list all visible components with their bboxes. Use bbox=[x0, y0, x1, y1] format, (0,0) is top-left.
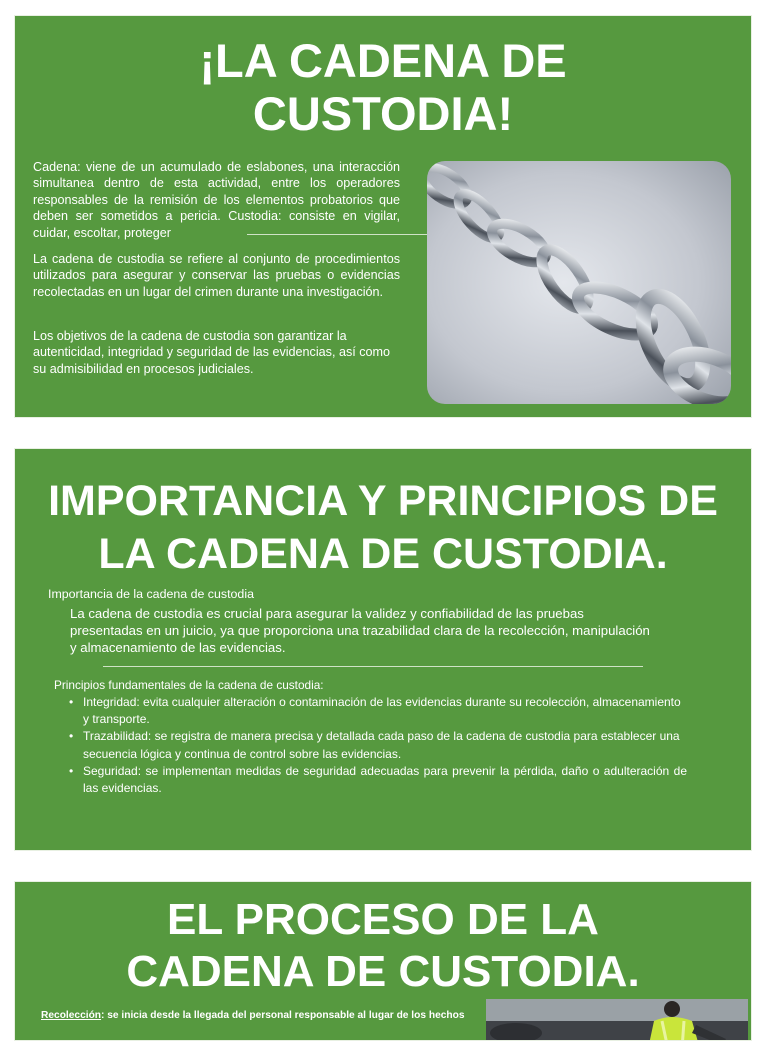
title-line-2: CADENA DE CUSTODIA. bbox=[126, 946, 640, 996]
title-line-1: ¡LA CADENA DE bbox=[199, 34, 567, 87]
chain-links-photo bbox=[427, 161, 731, 404]
concept-paragraph: La cadena de custodia se refiere al conjunto de procedimientos utilizados para asegurar y conservar las pruebas o evidencias recolectadas en un lugar del crimen durante una investigación. bbox=[33, 252, 400, 299]
objectives-paragraph: Los objetivos de la cadena de custodia son garantizar la autenticidad, integridad y seguridad de las evidencias, así como su admisibilidad en procesos judiciales. bbox=[33, 329, 391, 376]
principle-text: Seguridad: se implementan medidas de seguridad adecuadas para prevenir la pérdida, daño o adulteración de las evidencias. bbox=[83, 763, 687, 796]
title-line-2: LA CADENA DE CUSTODIA. bbox=[98, 529, 668, 578]
forensic-worker-photo bbox=[486, 999, 748, 1041]
slide-title bbox=[15, 894, 751, 998]
bullet-icon: • bbox=[69, 729, 74, 744]
slide-importancia-y-principios bbox=[14, 448, 752, 851]
slide-el-proceso bbox=[14, 881, 752, 1041]
principles-heading: Principios fundamentales de la cadena de custodia: bbox=[54, 678, 324, 692]
divider-line bbox=[103, 666, 643, 667]
definition-paragraph: Cadena: viene de un acumulado de eslabones, una interacción simultanea dentro de esta actividad, entre los operadores responsables de la remisión de los elementos probatorios que deben ser sometidos a pericia. Custodia: consiste en vigilar, cuidar, escoltar, proteger bbox=[33, 160, 400, 240]
bullet-icon: • bbox=[69, 695, 74, 709]
principle-text: Integridad: evita cualquier alteración o contaminación de las evidencias durante su recolección, almacenamiento y transporte. bbox=[83, 695, 681, 727]
bullet-icon: • bbox=[69, 763, 74, 778]
chain-image bbox=[427, 161, 731, 404]
divider-line bbox=[247, 234, 427, 235]
principle-integridad bbox=[67, 694, 687, 728]
slide-title bbox=[15, 34, 751, 140]
recoleccion-label: Recolección bbox=[41, 1010, 102, 1021]
worker-image bbox=[486, 999, 748, 1041]
title-line-1: IMPORTANCIA Y PRINCIPIOS DE bbox=[48, 477, 718, 525]
recoleccion-paragraph bbox=[41, 1008, 481, 1024]
title-line-2: CUSTODIA! bbox=[252, 87, 514, 141]
title-line-1: EL PROCESO DE LA bbox=[167, 895, 599, 944]
principle-seguridad bbox=[67, 763, 687, 797]
principles-list bbox=[67, 694, 687, 797]
recoleccion-text: : se inicia desde la llegada del personal responsable al lugar de los hechos bbox=[101, 1010, 465, 1021]
principle-trazabilidad bbox=[67, 728, 687, 762]
slide-title bbox=[15, 475, 751, 581]
principle-text: Trazabilidad: se registra de manera precisa y detallada cada paso de la cadena de custodia para establecer una secuencia lógica y continua de control sobre las evidencias. bbox=[83, 729, 680, 761]
slide-cadena-de-custodia bbox=[14, 15, 752, 418]
importance-paragraph: La cadena de custodia es crucial para asegurar la validez y confiabilidad de las pruebas presentadas en un juicio, ya que proporciona una trazabilidad clara de la recolección, manipulación y almacenamiento de las evidencias. bbox=[70, 606, 650, 656]
importance-heading: Importancia de la cadena de custodia bbox=[48, 587, 254, 601]
